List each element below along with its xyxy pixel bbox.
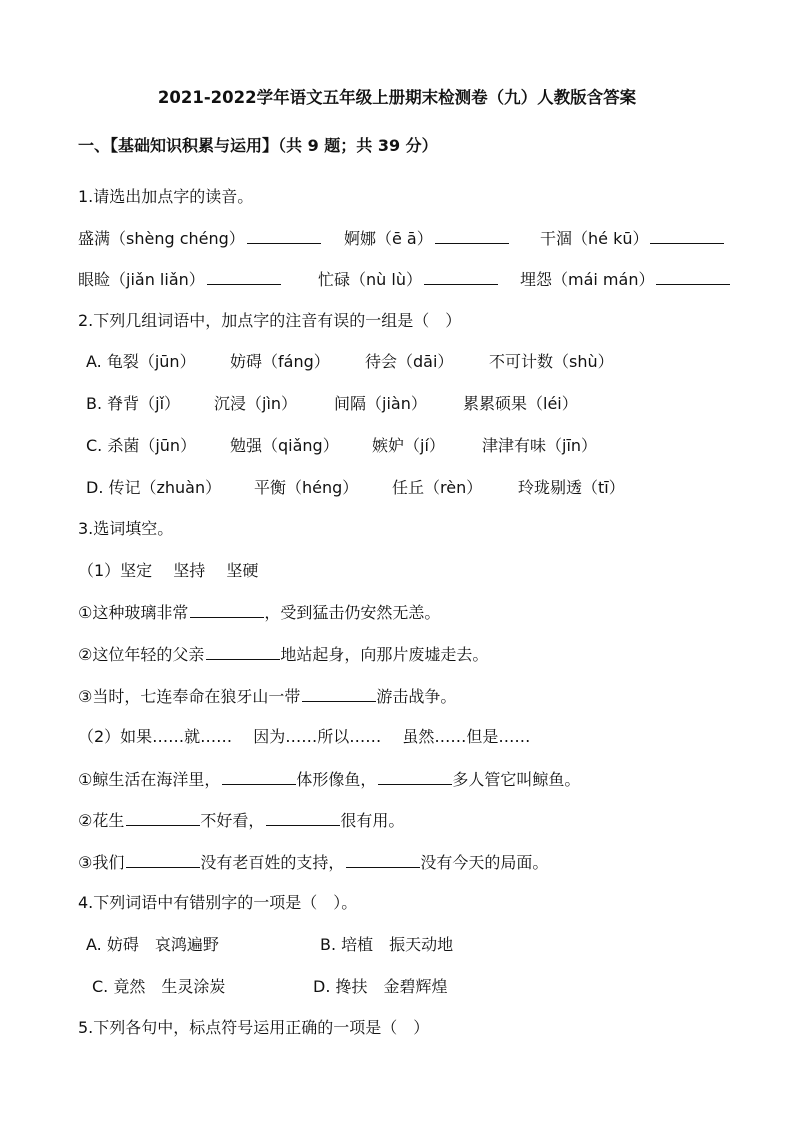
document-title: 2021-2022学年语文五年级上册期末检测卷（九）人教版含答案: [157, 88, 637, 107]
question-4-stem: 4.下列词语中有错别字的一项是（ ）。: [78, 893, 358, 912]
option-word: C. 杀菌（jūn）: [86, 436, 197, 455]
answer-blank[interactable]: [435, 228, 509, 244]
q3-part1-sentence-2: [78, 644, 488, 665]
q1-item-text: 埋怨（mái mán）: [520, 270, 655, 289]
answer-blank[interactable]: [650, 228, 724, 244]
sentence-text: 很有用。: [340, 811, 405, 830]
sentence-text: 地站起身，向那片废墟走去。: [280, 645, 489, 664]
q1-item-text: 盛满（shèng chéng）: [78, 229, 245, 248]
option-word: 妨碍（fáng）: [230, 352, 330, 371]
question-4-option-d[interactable]: D. 搀扶 金碧辉煌: [313, 977, 448, 996]
sentence-text: 没有今天的局面。: [420, 853, 549, 872]
question-2-stem: 2.下列几组词语中，加点字的注音有误的一组是（ ）: [78, 311, 462, 330]
answer-blank[interactable]: [302, 686, 376, 702]
option-word: 沉浸（jìn）: [214, 394, 298, 413]
answer-blank[interactable]: [190, 602, 264, 618]
question-3-stem: 3.选词填空。: [78, 519, 174, 538]
sentence-text: ③当时，七连奉命在狼牙山一带: [78, 687, 301, 706]
q1-item: [318, 269, 498, 290]
q1-item: [78, 228, 321, 249]
question-3-part-2-words: （2）如果……就…… 因为……所以…… 虽然……但是……: [78, 727, 531, 746]
sentence-text: 不好看，: [200, 811, 265, 830]
question-4-option-c[interactable]: C. 竟然 生灵涂炭: [92, 977, 226, 996]
answer-blank[interactable]: [266, 810, 340, 826]
question-4-option-a[interactable]: A. 妨碍 哀鸿遍野: [86, 935, 219, 954]
question-4-option-b[interactable]: B. 培植 振天动地: [320, 935, 454, 954]
sentence-text: 体形像鱼，: [296, 770, 377, 789]
option-word: 津津有味（jīn）: [482, 436, 598, 455]
answer-blank[interactable]: [424, 269, 498, 285]
q3-part1-sentence-3: [78, 686, 456, 707]
answer-blank[interactable]: [247, 228, 321, 244]
option-word: 嫉妒（jí）: [372, 436, 445, 455]
q3-part2-sentence-2: [78, 810, 404, 831]
answer-blank[interactable]: [222, 769, 296, 785]
q1-item: [78, 269, 281, 290]
answer-blank[interactable]: [378, 769, 452, 785]
option-word: 累累硕果（léi）: [463, 394, 578, 413]
sentence-text: ①这种玻璃非常: [78, 603, 189, 622]
sentence-text: 没有老百姓的支持，: [200, 853, 345, 872]
option-word: 不可计数（shù）: [489, 352, 614, 371]
question-5-stem: 5.下列各句中，标点符号运用正确的一项是（ ）: [78, 1018, 430, 1037]
option-word: A. 龟裂（jūn）: [86, 352, 196, 371]
q3-part2-sentence-1: [78, 769, 580, 790]
option-word: B. 脊背（jǐ）: [86, 394, 181, 413]
q1-item-text: 眼睑（jiǎn liǎn）: [78, 270, 205, 289]
q3-part1-sentence-1: [78, 602, 440, 623]
option-word: 任丘（rèn）: [392, 478, 483, 497]
q3-part2-sentence-3: [78, 852, 548, 873]
answer-blank[interactable]: [346, 852, 420, 868]
option-word: 平衡（héng）: [254, 478, 359, 497]
sentence-text: ③我们: [78, 853, 125, 872]
sentence-text: ②花生: [78, 811, 125, 830]
answer-blank[interactable]: [206, 644, 280, 660]
option-word: 玲珑剔透（tī）: [518, 478, 625, 497]
option-word: 待会（dāi）: [365, 352, 454, 371]
question-1-stem: 1.请选出加点字的读音。: [78, 187, 254, 206]
option-word: 勉强（qiǎng）: [230, 436, 339, 455]
q1-item-text: 忙碌（nù lù）: [318, 270, 422, 289]
sentence-text: 游击战争。: [376, 687, 457, 706]
q1-item: [344, 228, 509, 249]
option-word: 间隔（jiàn）: [334, 394, 427, 413]
sentence-text: ①鲸生活在海洋里，: [78, 770, 221, 789]
answer-blank[interactable]: [126, 852, 200, 868]
q1-item-text: 干涸（hé kū）: [540, 229, 649, 248]
q1-item: [540, 228, 724, 249]
sentence-text: 多人管它叫鲸鱼。: [452, 770, 581, 789]
q1-item: [520, 269, 730, 290]
answer-blank[interactable]: [656, 269, 730, 285]
sentence-text: ②这位年轻的父亲: [78, 645, 205, 664]
option-word: D. 传记（zhuàn）: [86, 478, 222, 497]
q1-item-text: 婀娜（ē ā）: [344, 229, 433, 248]
section-heading: 一、【基础知识积累与运用】（共 9 题；共 39 分）: [78, 136, 438, 155]
question-3-part-1-words: （1）坚定 坚持 坚硬: [78, 561, 259, 580]
answer-blank[interactable]: [126, 810, 200, 826]
sentence-text: ，受到猛击仍安然无恙。: [264, 603, 441, 622]
answer-blank[interactable]: [207, 269, 281, 285]
